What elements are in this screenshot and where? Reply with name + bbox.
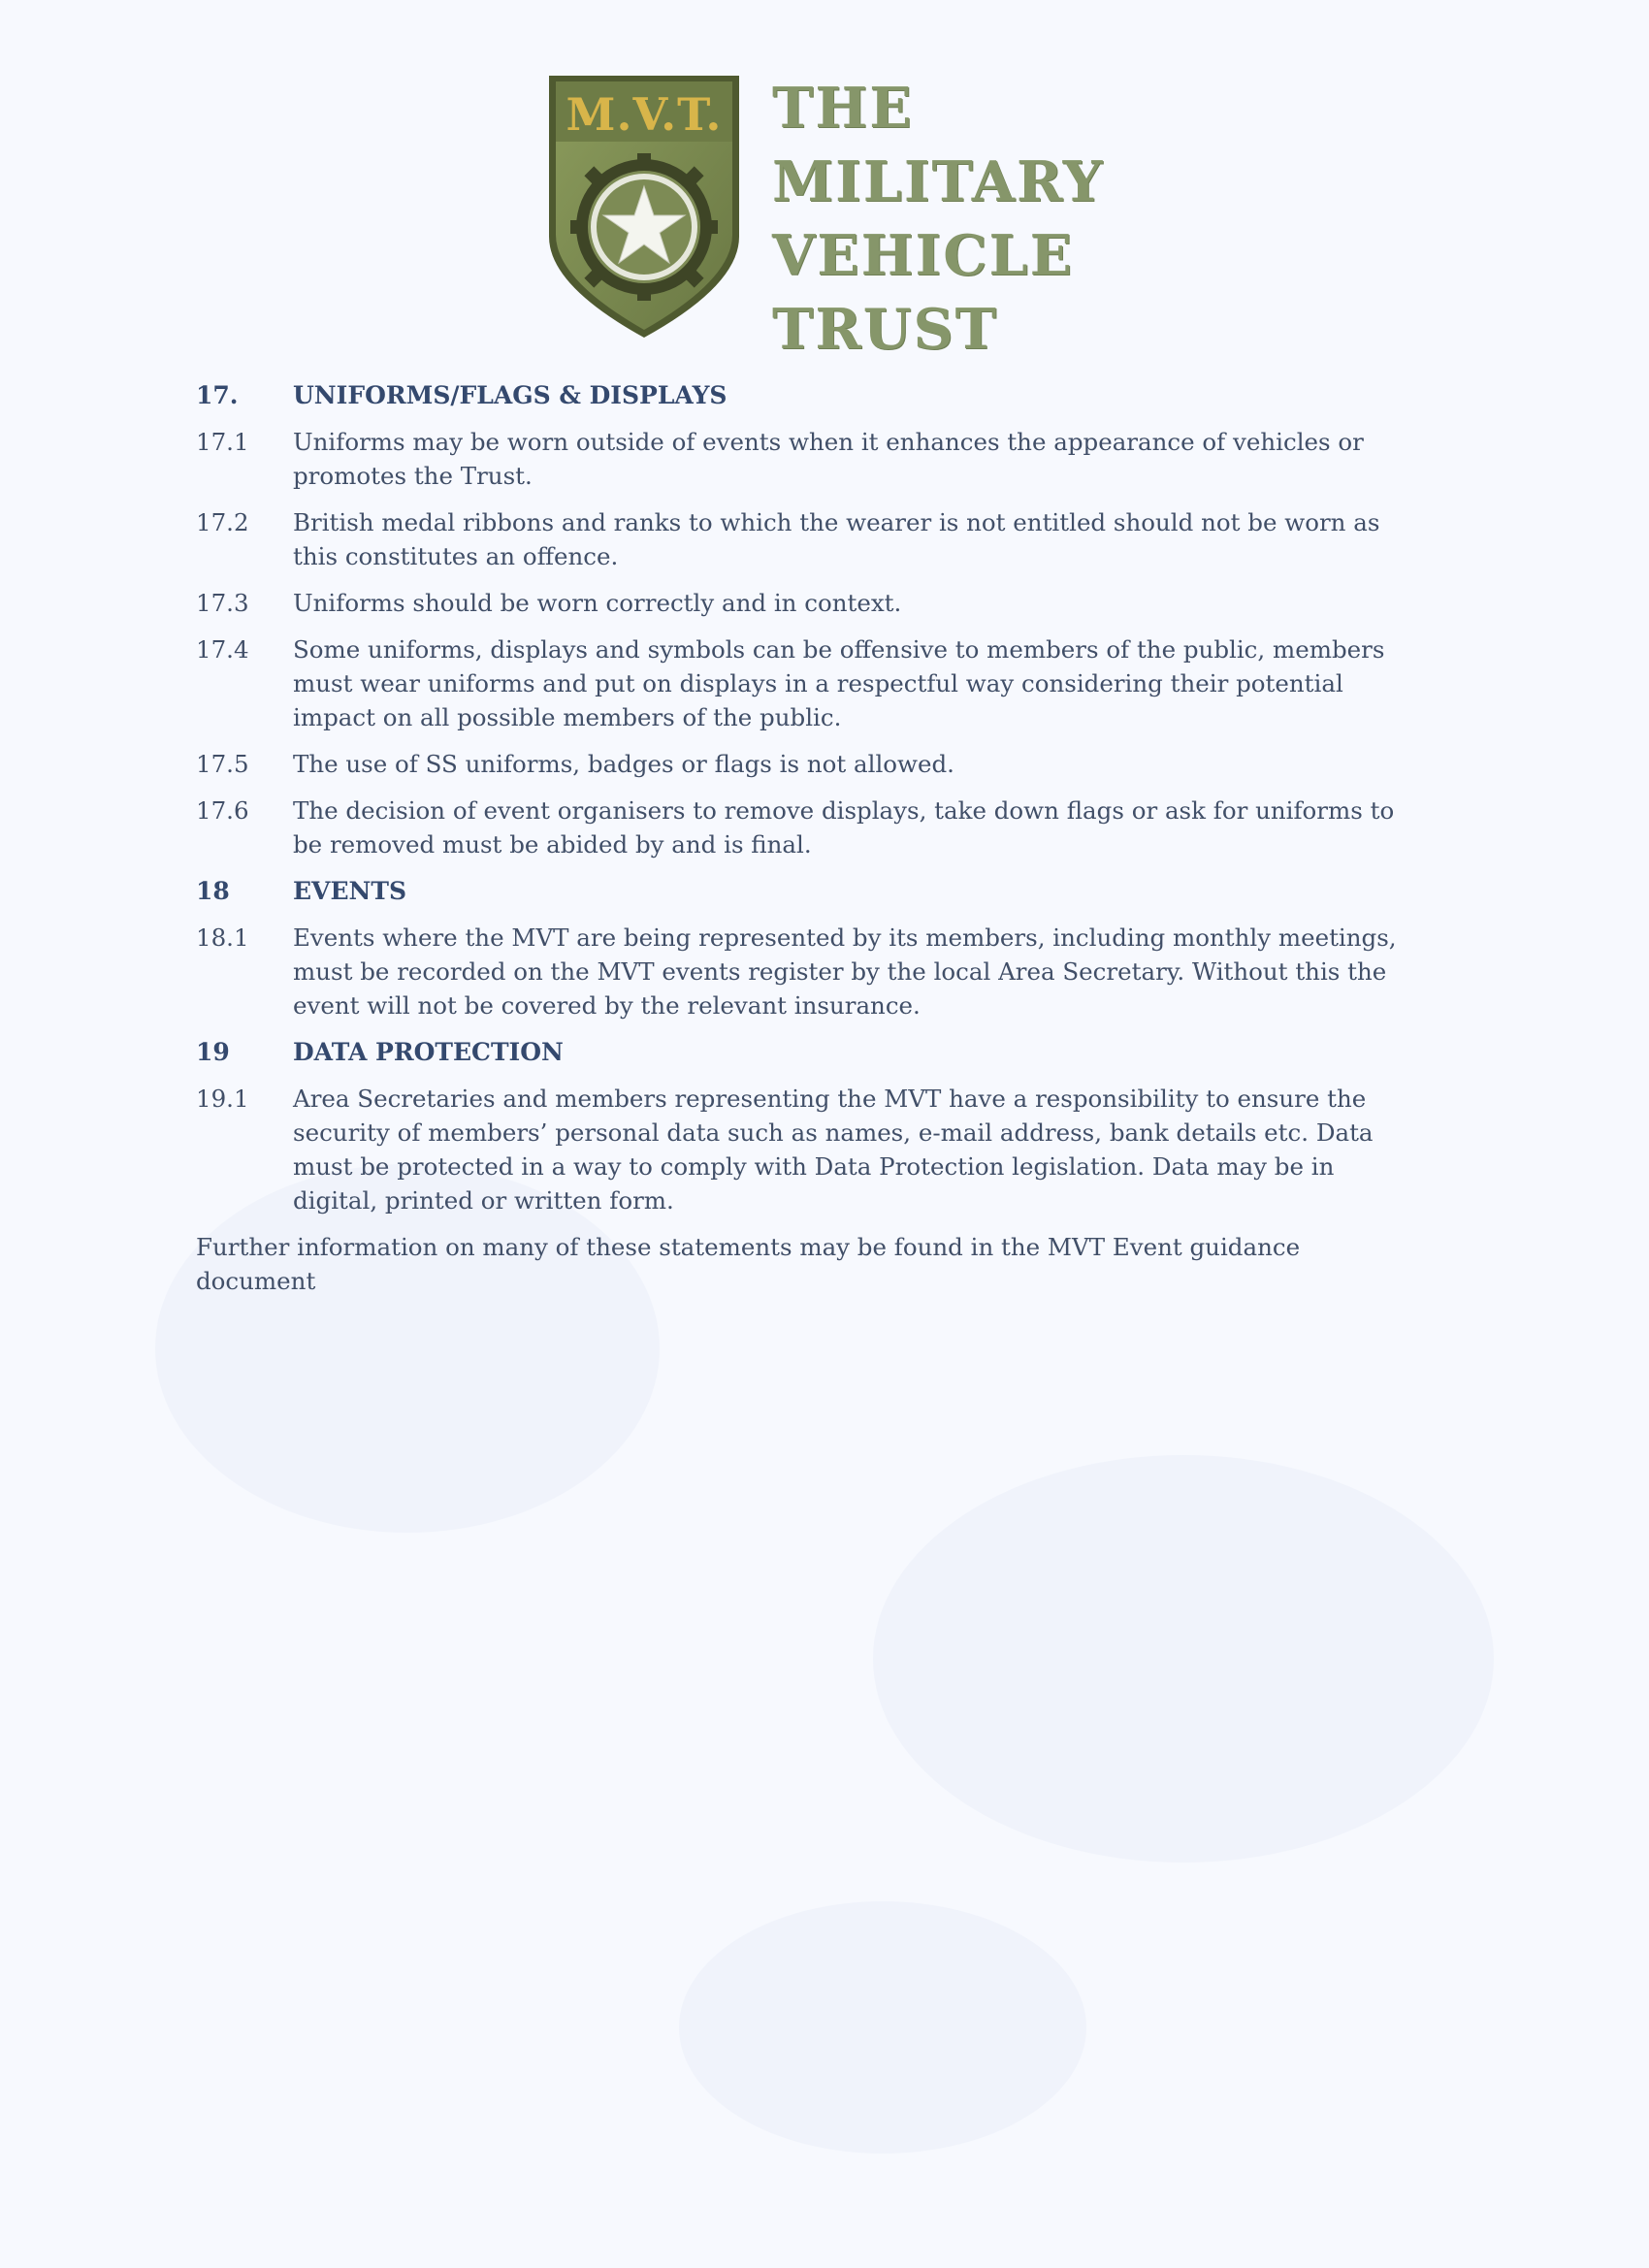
- clause: [196, 425, 1408, 493]
- clause-text: Uniforms may be worn outside of events when it enhances the appearance of vehicles or promotes the Trust.: [293, 428, 1364, 490]
- section-title: DATA PROTECTION: [293, 1038, 564, 1066]
- clause-text: Area Secretaries and members representing the MVT have a responsibility to ensure the security of members’ personal data such as names, e-mail address, bank details etc. Data must be protected in a way to comply with Data Protection legislation. Data may be in digital, printed or written form.: [293, 1085, 1374, 1215]
- section-heading: [196, 1035, 1408, 1069]
- section-number: 19: [196, 1038, 230, 1066]
- section-heading: [196, 378, 1408, 412]
- mvt-logo: [545, 72, 1105, 362]
- clause-number: 19.1: [196, 1085, 249, 1113]
- clause-number: 18.1: [196, 923, 249, 952]
- clause-number: 17.5: [196, 750, 249, 778]
- clause-number: 17.1: [196, 428, 249, 456]
- logo-word: MILITARY: [772, 149, 1105, 214]
- logo-word: THE: [772, 76, 914, 141]
- clause-text: Events where the MVT are being represented by its members, including monthly meetings, must be recorded on the MVT events register by the local Area Secretary. Without this the event will not be covered by the relevant insurance.: [293, 923, 1397, 1020]
- clause-number: 17.2: [196, 508, 249, 536]
- shield-icon: [545, 72, 743, 341]
- clause: [196, 586, 1408, 620]
- logo-word: VEHICLE: [772, 223, 1075, 288]
- section-number: 17.: [196, 381, 239, 409]
- scan-blotch: [679, 1901, 1086, 2154]
- clause-number: 17.4: [196, 635, 249, 664]
- clause-text: British medal ribbons and ranks to which the wearer is not entitled should not be worn as this constitutes an offence.: [293, 508, 1380, 570]
- clause: [196, 794, 1408, 861]
- section-heading: [196, 874, 1408, 908]
- logo-word: TRUST: [772, 297, 999, 362]
- clause-text: The use of SS uniforms, badges or flags is not allowed.: [293, 750, 954, 778]
- section-number: 18: [196, 877, 230, 905]
- document-body: [196, 378, 1408, 1298]
- shield-lettering: M.V.T.: [566, 88, 723, 141]
- clause: [196, 1082, 1408, 1217]
- clause-number: 17.3: [196, 589, 249, 617]
- clause: [196, 747, 1408, 781]
- clause-text: Uniforms should be worn correctly and in context.: [293, 589, 902, 617]
- clause: [196, 632, 1408, 734]
- scan-blotch: [873, 1455, 1494, 1863]
- section-title: UNIFORMS/FLAGS & DISPLAYS: [293, 381, 728, 409]
- logo-wordmark: [772, 72, 1104, 367]
- clause-text: The decision of event organisers to remove displays, take down flags or ask for uniforms to be removed must be abided by and is final.: [293, 796, 1395, 859]
- section-title: EVENTS: [293, 877, 407, 905]
- clause: [196, 505, 1408, 573]
- closing-note: Further information on many of these statements may be found in the MVT Event guidance document: [196, 1233, 1301, 1295]
- clause-number: 17.6: [196, 796, 249, 825]
- clause: [196, 921, 1408, 1022]
- clause-text: Some uniforms, displays and symbols can be offensive to members of the public, members must wear uniforms and put on displays in a respectful way considering their potential impact on all possible members of the public.: [293, 635, 1385, 731]
